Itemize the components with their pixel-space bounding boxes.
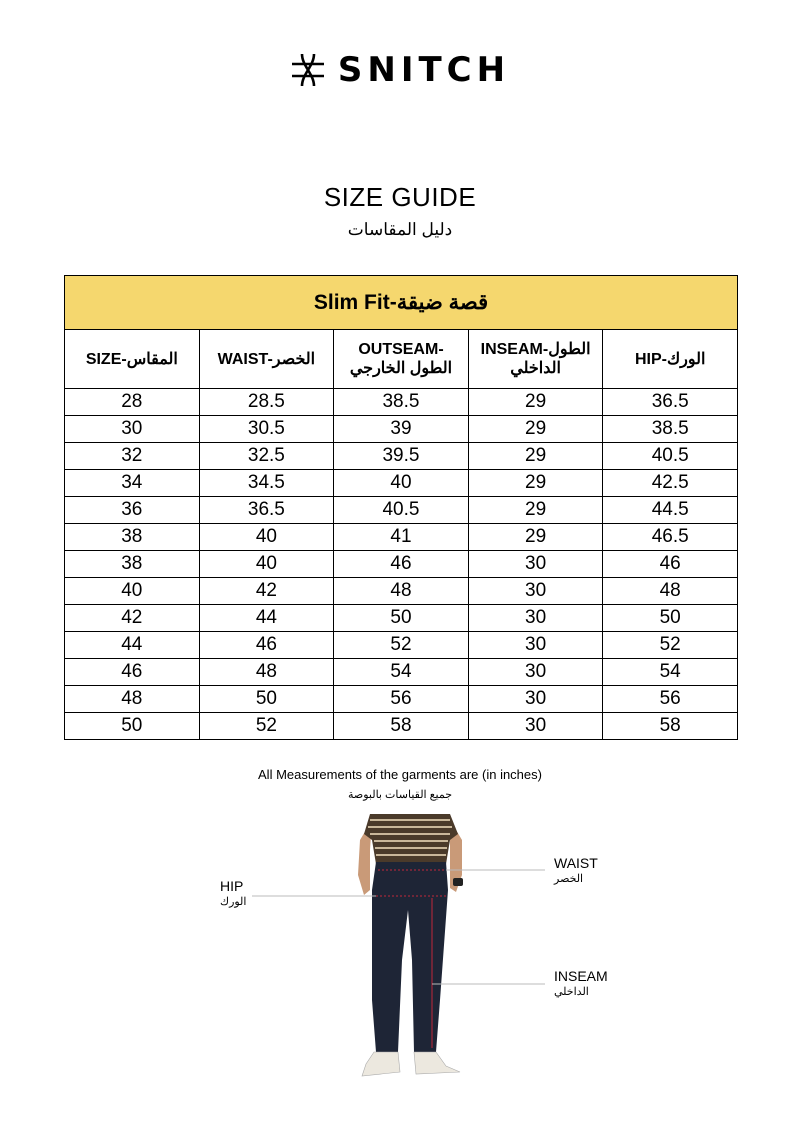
hip-label-arabic: الورك (220, 896, 247, 908)
table-cell: 50 (603, 605, 738, 632)
table-cell: 39.5 (334, 443, 469, 470)
table-cell: 44 (199, 605, 334, 632)
table-cell: 34 (65, 470, 200, 497)
jeans (372, 862, 448, 1052)
right-shoe (414, 1052, 460, 1074)
table-row (65, 605, 738, 632)
table-row (65, 686, 738, 713)
brand-logo (0, 50, 800, 90)
column-header: INSEAM-الطول الداخلي (468, 330, 603, 389)
table-row (65, 524, 738, 551)
table-cell: 38.5 (334, 389, 469, 416)
table-cell: 38.5 (603, 416, 738, 443)
table-cell: 32 (65, 443, 200, 470)
table-row (65, 389, 738, 416)
table-cell: 52 (603, 632, 738, 659)
table-cell: 40.5 (603, 443, 738, 470)
table-cell: 48 (603, 578, 738, 605)
table-cell: 30 (468, 686, 603, 713)
table-cell: 58 (603, 713, 738, 740)
table-row (65, 578, 738, 605)
table-row (65, 443, 738, 470)
table-cell: 40 (199, 551, 334, 578)
fit-title: Slim Fit-قصة ضيقة (65, 276, 738, 330)
table-cell: 46 (65, 659, 200, 686)
table-cell: 46 (603, 551, 738, 578)
table-cell: 30 (468, 578, 603, 605)
inseam-label-text: INSEAM (554, 968, 608, 984)
table-cell: 28.5 (199, 389, 334, 416)
table-cell: 36.5 (603, 389, 738, 416)
table-row (65, 632, 738, 659)
table-cell: 36 (65, 497, 200, 524)
table-cell: 29 (468, 497, 603, 524)
left-shoe (362, 1052, 400, 1076)
table-cell: 29 (468, 389, 603, 416)
table-cell: 44 (65, 632, 200, 659)
table-cell: 42 (65, 605, 200, 632)
table-row (65, 497, 738, 524)
table-cell: 29 (468, 470, 603, 497)
page-title-arabic: دليل المقاسات (347, 220, 453, 239)
waist-label (554, 855, 598, 887)
column-header: OUTSEAM- الطول الخارجي (334, 330, 469, 389)
table-cell: 56 (334, 686, 469, 713)
table-cell: 48 (334, 578, 469, 605)
table-cell: 50 (199, 686, 334, 713)
table-row (65, 659, 738, 686)
table-cell: 38 (65, 524, 200, 551)
table-cell: 50 (334, 605, 469, 632)
column-headers (65, 330, 738, 389)
table-cell: 41 (334, 524, 469, 551)
striped-tshirt (364, 814, 458, 864)
table-row (65, 551, 738, 578)
table-cell: 28 (65, 389, 200, 416)
table-cell: 34.5 (199, 470, 334, 497)
table-cell: 30 (468, 551, 603, 578)
logo-icon (290, 52, 326, 88)
waist-label-arabic: الخصر (554, 873, 584, 885)
model-figure (200, 800, 600, 1090)
inseam-label-arabic: الداخلي (554, 986, 589, 998)
table-cell: 30 (468, 713, 603, 740)
table-row (65, 713, 738, 740)
column-header: SIZE-المقاس (65, 330, 200, 389)
table-cell: 29 (468, 443, 603, 470)
table-cell: 40 (65, 578, 200, 605)
table-cell: 58 (334, 713, 469, 740)
table-cell: 30.5 (199, 416, 334, 443)
watch (453, 878, 463, 886)
table-cell: 30 (468, 632, 603, 659)
inseam-label (554, 968, 608, 1000)
table-cell: 46 (334, 551, 469, 578)
brand-name: SNITCH (337, 50, 511, 90)
column-header: HIP-الورك (603, 330, 738, 389)
table-cell: 52 (199, 713, 334, 740)
table-cell: 46.5 (603, 524, 738, 551)
table-cell: 29 (468, 416, 603, 443)
table-cell: 40 (334, 470, 469, 497)
table-cell: 30 (65, 416, 200, 443)
table-cell: 48 (199, 659, 334, 686)
table-cell: 54 (603, 659, 738, 686)
table-cell: 29 (468, 524, 603, 551)
table-cell: 38 (65, 551, 200, 578)
table-cell: 54 (334, 659, 469, 686)
measurement-note: All Measurements of the garments are (in inches) (258, 767, 542, 782)
table-row (65, 470, 738, 497)
column-header: WAIST-الخصر (199, 330, 334, 389)
table-body (65, 389, 738, 740)
table-cell: 56 (603, 686, 738, 713)
table-cell: 52 (334, 632, 469, 659)
table-cell: 30 (468, 659, 603, 686)
table-cell: 32.5 (199, 443, 334, 470)
table-row (65, 416, 738, 443)
table-cell: 36.5 (199, 497, 334, 524)
table-cell: 42.5 (603, 470, 738, 497)
table-cell: 42 (199, 578, 334, 605)
table-cell: 40 (199, 524, 334, 551)
hip-label (220, 878, 246, 910)
table-cell: 44.5 (603, 497, 738, 524)
size-table (64, 275, 738, 740)
table-cell: 50 (65, 713, 200, 740)
hip-label-text: HIP (220, 878, 244, 894)
table-cell: 48 (65, 686, 200, 713)
waist-label-text: WAIST (554, 855, 598, 871)
table-cell: 40.5 (334, 497, 469, 524)
table-cell: 46 (199, 632, 334, 659)
page-title: SIZE GUIDE (323, 182, 477, 212)
measurement-note-arabic: جميع القياسات بالبوصة (347, 789, 453, 801)
table-cell: 30 (468, 605, 603, 632)
table-cell: 39 (334, 416, 469, 443)
